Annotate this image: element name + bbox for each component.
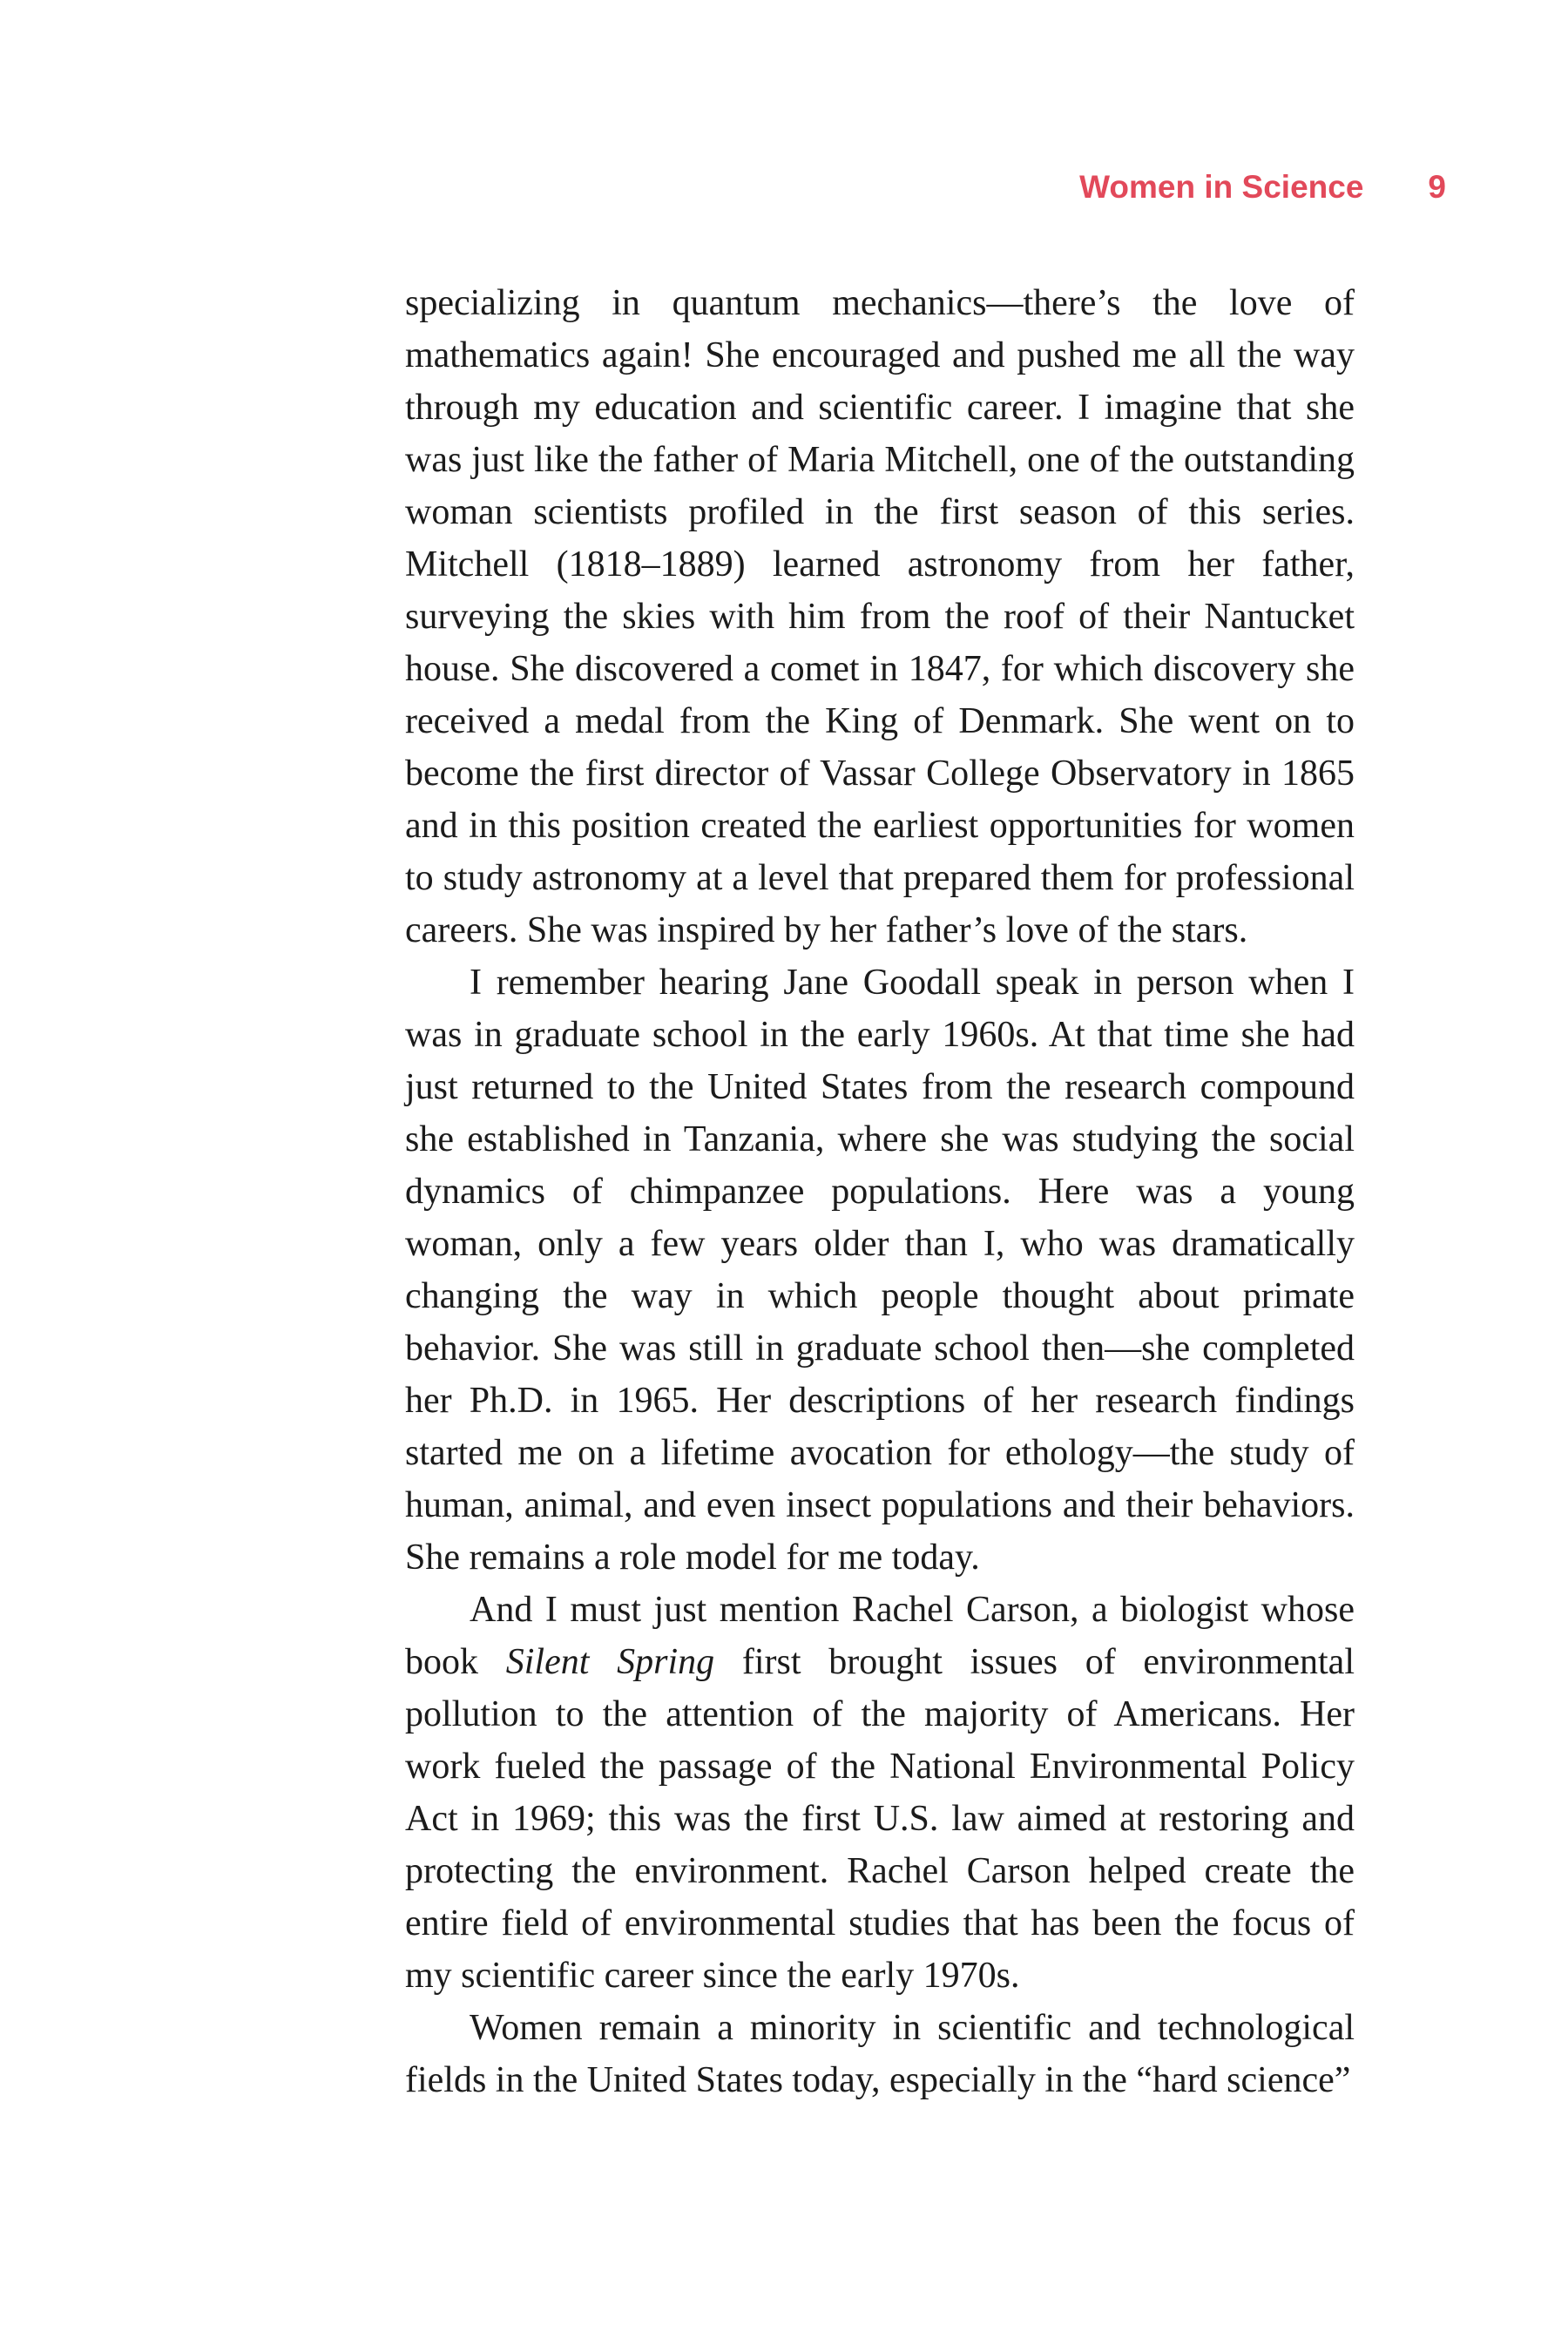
running-head-title: Women in Science xyxy=(1079,169,1364,205)
carson-text-before-title: And I must just mention Rachel Carson, a biologist whose book xyxy=(405,1590,1355,1682)
running-head xyxy=(871,171,1446,203)
body-text xyxy=(405,277,1355,2106)
paragraph-goodall: I remember hearing Jane Goodall speak in person when I was in graduate school in the early 1960s. At that time she had just returned to the United States from the research compound she established in Tanzania, where she was studying the social dynamics of chimpanzee populations. Here was a young woman, only a few years older than I, who was dramatically changing the way in which people thought about primate behavior. She was still in graduate school then—she completed her Ph.D. in 1965. Her descriptions of her research findings started me on a lifetime avocation for ethology—the study of human, animal, and even insect populations and their behaviors. She remains a role model for me today. xyxy=(405,963,1355,1578)
paragraph-carson xyxy=(405,1584,1355,2002)
carson-text-after-title: first brought issues of environmental pollution to the attention of the majority of Americans. Her work fueled the passage of the National Environmental Policy Act in 1969; this was the first U.S. law aimed at restoring and protecting the environment. Rachel Carson helped create the entire field of environmental studies that has been the focus of my scientific career since the early 1970s. xyxy=(405,1642,1355,1996)
book-title-silent-spring: Silent Spring xyxy=(505,1642,715,1682)
page-number: 9 xyxy=(1428,169,1446,205)
paragraph-women-minority: Women remain a minority in scientific and technological fields in the United States today, especially in the “hard science” xyxy=(405,2008,1355,2100)
paragraph-mitchell: specializing in quantum mechanics—there’s the love of mathematics again! She encouraged and pushed me all the way through my education and scientific career. I imagine that she was just like the father of Maria Mitchell, one of the outstanding woman scientists profiled in the first season of this series. Mitchell (1818–1889) learned astronomy from her father, surveying the skies with him from the roof of their Nantucket house. She discovered a comet in 1847, for which discovery she received a medal from the King of Denmark. She went on to become the first director of Vassar College Observatory in 1865 and in this position created the earliest opportunities for women to study astronomy at a level that prepared them for professional careers. She was inspired by her father’s love of the stars. xyxy=(405,283,1355,950)
